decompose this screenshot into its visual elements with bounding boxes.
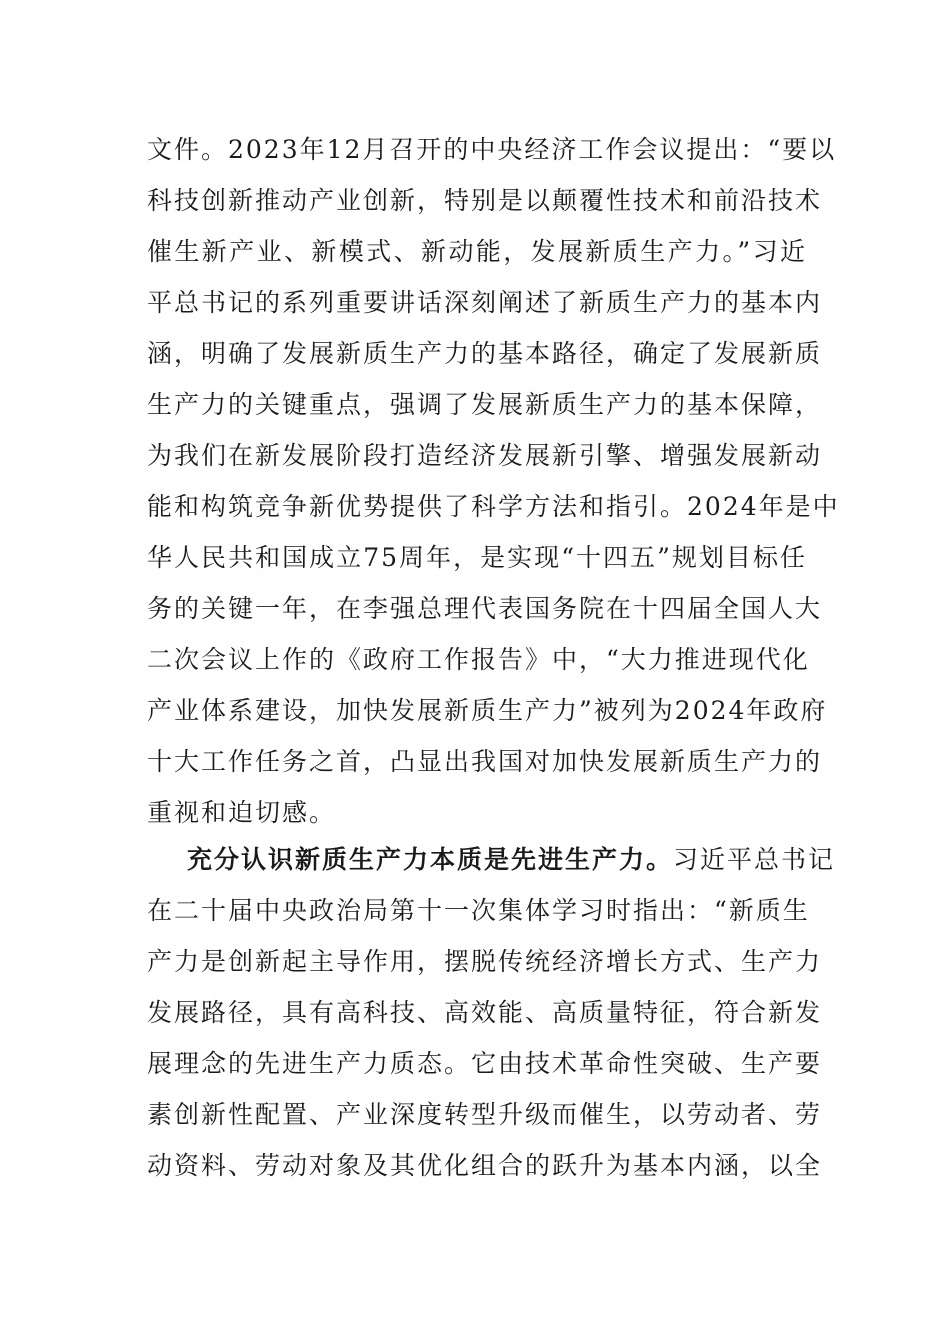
paragraph-line: 产业体系建设，加快发展新质生产力”被列为2024年政府 (147, 696, 828, 725)
paragraph-line: 二次会议上作的《政府工作报告》中，“大力推进现代化 (147, 645, 810, 674)
paragraph-line: 平总书记的系列重要讲话深刻阐述了新质生产力的基本内 (147, 288, 823, 317)
heading-continuation: 习近平总书记 (673, 845, 836, 874)
paragraph-line: 产力是创新起主导作用，摆脱传统经济增长方式、生产力 (147, 947, 823, 976)
paragraph-line: 展理念的先进生产力质态。它由技术革命性突破、生产要 (147, 1049, 823, 1078)
paragraph-line: 重视和迫切感。 (147, 798, 337, 827)
paragraph-line: 务的关键一年，在李强总理代表国务院在十四届全国人大 (147, 594, 823, 623)
paragraph-line: 为我们在新发展阶段打造经济发展新引擎、增强发展新动 (147, 441, 823, 470)
paragraph-line: 生产力的关键重点，强调了发展新质生产力的基本保障， (147, 390, 823, 419)
section-heading: 充分认识新质生产力本质是先进生产力。 (187, 845, 674, 874)
paragraph-line: 发展路径，具有高科技、高效能、高质量特征，符合新发 (147, 998, 823, 1027)
paragraph-line: 涵，明确了发展新质生产力的基本路径，确定了发展新质 (147, 339, 823, 368)
paragraph-line: 素创新性配置、产业深度转型升级而催生，以劳动者、劳 (147, 1100, 823, 1129)
paragraph-line: 在二十届中央政治局第十一次集体学习时指出：“新质生 (147, 896, 810, 925)
paragraph-line: 催生新产业、新模式、新动能，发展新质生产力。”习近 (147, 237, 807, 266)
paragraph-line: 文件。2023年12月召开的中央经济工作会议提出：“要以 (147, 135, 837, 164)
paragraph-line: 科技创新推动产业创新，特别是以颠覆性技术和前沿技术 (147, 186, 823, 215)
paragraph-line: 十大工作任务之首，凸显出我国对加快发展新质生产力的 (147, 747, 823, 776)
paragraph-line: 华人民共和国成立75周年，是实现“十四五”规划目标任 (147, 543, 807, 572)
paragraph-line: 动资料、劳动对象及其优化组合的跃升为基本内涵，以全 (147, 1151, 823, 1180)
paragraph-line: 能和构筑竞争新优势提供了科学方法和指引。2024年是中 (147, 492, 840, 521)
paragraph-first-line (147, 840, 836, 880)
